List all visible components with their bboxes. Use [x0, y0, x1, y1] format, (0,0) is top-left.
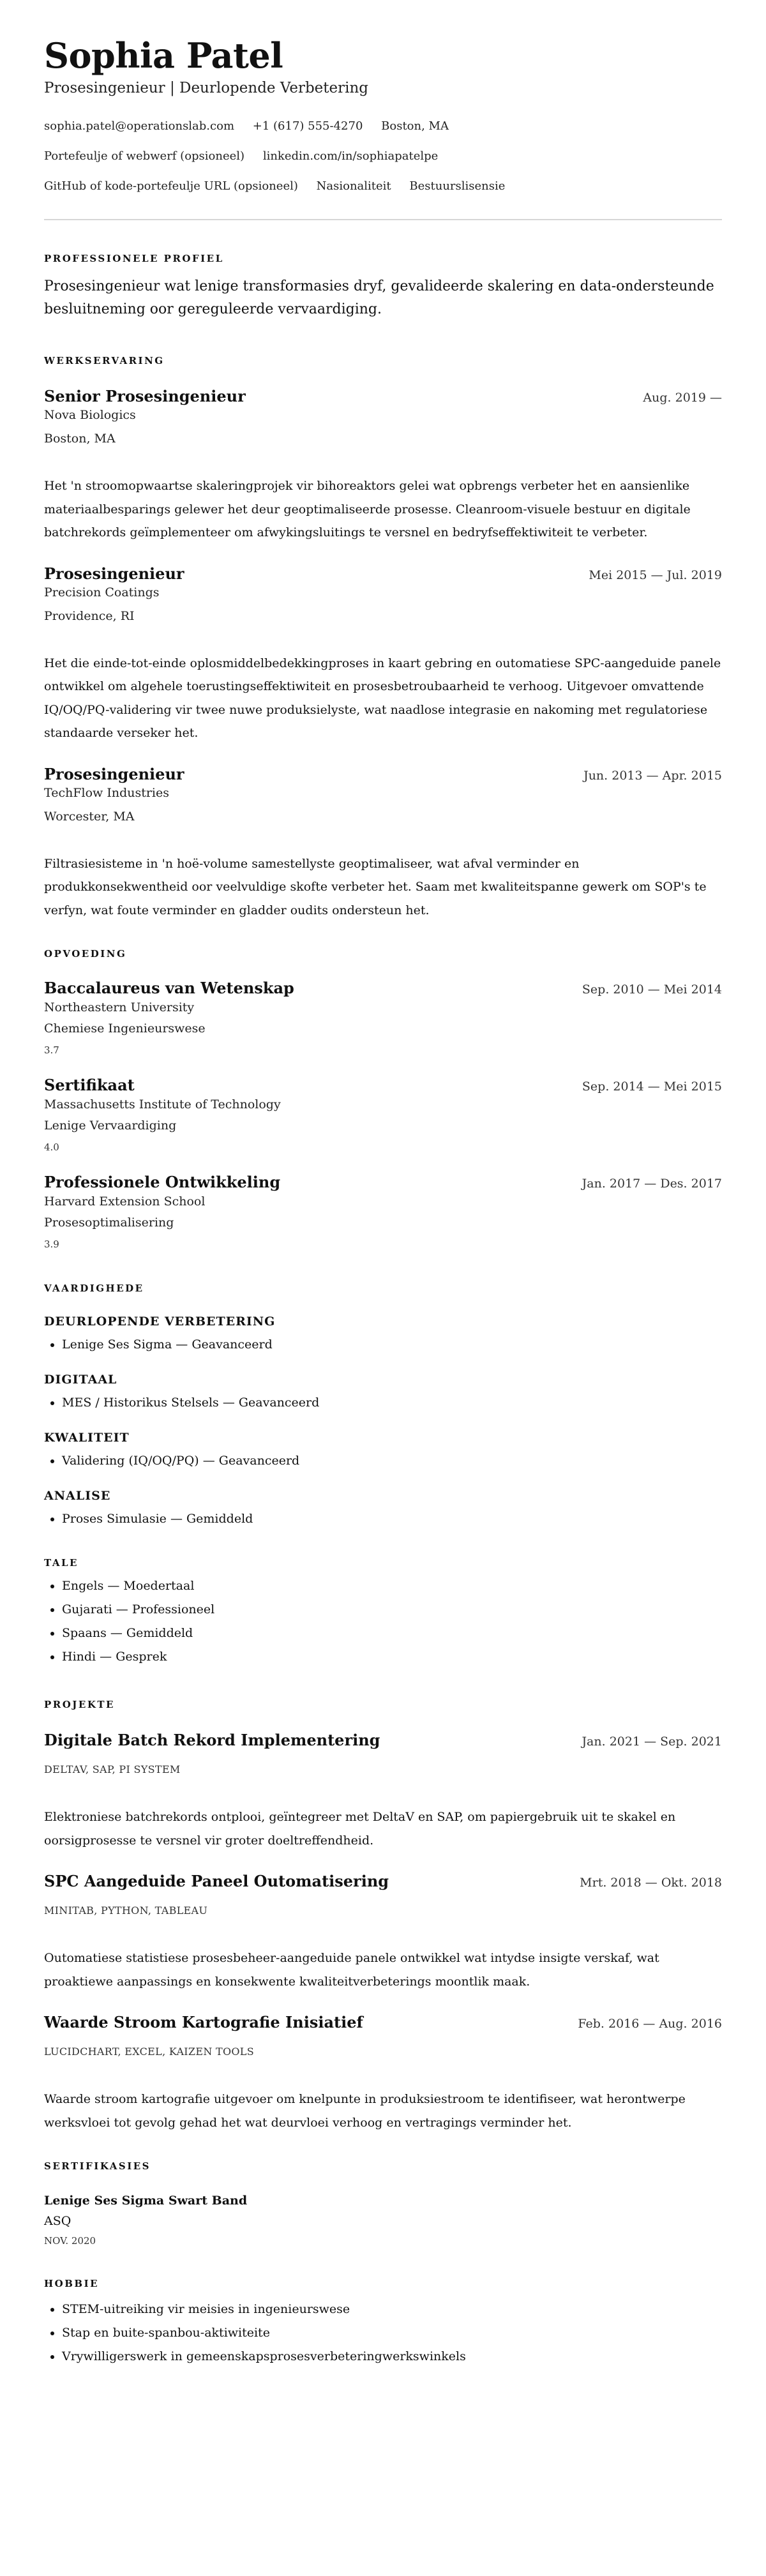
school-name: Massachusetts Institute of Technology	[44, 1097, 281, 1112]
education-entry	[44, 1075, 722, 1157]
skill-list	[44, 1391, 722, 1415]
section-title-hobbies: HOBBIE	[44, 2278, 100, 2290]
field-of-study: Chemiese Ingenieurswese	[44, 1021, 206, 1036]
project-title: Waarde Stroom Kartografie Inisiatief	[44, 2013, 363, 2032]
education-entry	[44, 978, 722, 1060]
field-of-study: Prosesoptimalisering	[44, 1216, 174, 1230]
education-dates: Sep. 2010 — Mei 2014	[582, 983, 722, 997]
hobby-item: • Vrywilligerswerk in gemeenskapsprosesverbeteringwerkswinkels	[62, 2345, 722, 2369]
section-certifications	[44, 2160, 722, 2249]
contact-portfolio[interactable]: Portefeulje of webwerf (opsioneel)	[44, 149, 245, 163]
candidate-headline: Prosesingenieur | Deurlopende Verbetering	[44, 80, 369, 97]
job-location: Providence, RI	[44, 608, 135, 623]
candidate-name: Sophia Patel	[44, 35, 283, 76]
school-name: Northeastern University	[44, 1000, 195, 1015]
contact-linkedin[interactable]: linkedin.com/in/sophiapatelpe	[262, 149, 439, 163]
language-list	[44, 1574, 722, 1669]
project-title: Digitale Batch Rekord Implementering	[44, 1731, 380, 1750]
skill-group-title: ANALISE	[44, 1489, 111, 1503]
contact-email[interactable]: sophia.patel@operationslab.com	[44, 119, 235, 133]
gpa-value: 3.9	[44, 1239, 59, 1251]
job-dates: Jun. 2013 — Apr. 2015	[583, 768, 722, 783]
skill-item: • Validering (IQ/OQ/PQ) — Geavanceerd	[62, 1449, 722, 1473]
certification-name: Lenige Ses Sigma Swart Band	[44, 2194, 248, 2208]
section-title-languages: TALE	[44, 1557, 79, 1569]
job-location: Worcester, MA	[44, 809, 135, 824]
education-dates: Jan. 2017 — Des. 2017	[582, 1177, 722, 1191]
job-description: Het die einde-tot-einde oplosmiddelbedekkingproses in kaart gebring en outomatiese SPC-aangeduide panele ontwikkel om algehele toerustingseffektiwiteit en prosesbetroubaarheid te verhoog. Uitgevoer omvattende IQ/OQ/PQ-validering vir twee nuwe produksielyste, wat naadlose integrasie en nakoming met regulatoriese standaarde verseker het.	[44, 656, 721, 741]
job-description: Filtrasiesisteme in 'n hoë-volume samestellyste geoptimaliseer, wat afval verminder en produkkonsekwentheid oor veelvuldige skofte verbeter het. Saam met kwaliteitspanne gewerk om SOP's te verfyn, wat foute verminder en gladder oudits ondersteun het.	[44, 856, 707, 917]
language-item: • Engels — Moedertaal	[62, 1574, 722, 1598]
skill-group-title: KWALITEIT	[44, 1431, 130, 1445]
project-tech-stack: DELTAV, SAP, PI SYSTEM	[44, 1763, 181, 1776]
skill-item: • Lenige Ses Sigma — Geavanceerd	[62, 1333, 722, 1357]
job-title: Senior Prosesingenieur	[44, 387, 246, 406]
skill-list	[44, 1333, 722, 1357]
skill-list	[44, 1507, 722, 1531]
skill-item: • MES / Historikus Stelsels — Geavanceerd	[62, 1391, 722, 1415]
school-name: Harvard Extension School	[44, 1194, 206, 1209]
project-entry	[44, 2012, 722, 2134]
experience-entry	[44, 386, 722, 545]
gpa-value: 3.7	[44, 1044, 59, 1057]
language-item: • Gujarati — Professioneel	[62, 1598, 722, 1622]
project-description: Outomatiese statistiese prosesbeheer-aangeduide panele ontwikkel wat intydse insigte verskaf, wat proaktiewe aanpassings en konsekwente kwaliteitverbeterings moontlik maak.	[44, 1951, 659, 1989]
contact-github[interactable]: GitHub of kode-portefeulje URL (opsioneel)	[44, 179, 298, 193]
job-title: Prosesingenieur	[44, 764, 184, 783]
degree-title: Sertifikaat	[44, 1076, 135, 1095]
contact-location: Boston, MA	[381, 119, 449, 133]
header-divider	[44, 219, 722, 220]
project-description: Elektroniese batchrekords ontplooi, geïntegreer met DeltaV en SAP, om papiergebruik uit te skakel en oorsigprosesse te versnel vir groter doeltreffendheid.	[44, 1810, 676, 1848]
section-title-profile: PROFESSIONELE PROFIEL	[44, 253, 224, 265]
contact-phone[interactable]: +1 (617) 555-4270	[252, 119, 363, 133]
certification-date: NOV. 2020	[44, 2235, 96, 2247]
job-description: Het 'n stroomopwaartse skaleringprojek vir bihoreaktors gelei wat opbrengs verbeter het en aansienlike materiaalbesparings gelewer het deur geoptimaliseerde prosesse. Cleanroom-visuele bestuur en digitale batchrekords geïmplementeer om afwykingsluitings te versnel en bedryfseffektiwiteit te verbeter.	[44, 479, 691, 540]
education-entry	[44, 1172, 722, 1254]
education-dates: Sep. 2014 — Mei 2015	[582, 1080, 722, 1094]
profile-summary: Prosesingenieur wat lenige transformasies dryf, gevalideerde skalering en data-ondersteunde besluitneming oor gereguleerde vervaardiging.	[44, 278, 714, 318]
project-title: SPC Aangeduide Paneel Outomatisering	[44, 1872, 389, 1891]
hobby-item: • STEM-uitreiking vir meisies in ingenieurswese	[62, 2298, 722, 2321]
language-item: • Hindi — Gesprek	[62, 1645, 722, 1669]
section-experience	[44, 354, 722, 922]
job-company: Precision Coatings	[44, 585, 160, 599]
project-dates: Jan. 2021 — Sep. 2021	[582, 1735, 722, 1749]
section-languages	[44, 1556, 722, 1669]
job-title: Prosesingenieur	[44, 564, 184, 583]
skill-list	[44, 1449, 722, 1473]
skill-group-title: DEURLOPENDE VERBETERING	[44, 1314, 276, 1329]
job-company: TechFlow Industries	[44, 785, 170, 800]
job-location: Boston, MA	[44, 432, 116, 446]
degree-title: Professionele Ontwikkeling	[44, 1173, 281, 1192]
section-hobbies	[44, 2277, 722, 2369]
section-title-experience: WERKSERVARING	[44, 355, 165, 367]
section-profile	[44, 252, 722, 321]
degree-title: Baccalaureus van Wetenskap	[44, 979, 294, 998]
resume-header	[44, 36, 722, 220]
contact-row-primary	[44, 117, 722, 135]
project-entry	[44, 1730, 722, 1852]
gpa-value: 4.0	[44, 1141, 59, 1154]
experience-entry	[44, 764, 722, 923]
language-item: • Spaans — Gemiddeld	[62, 1622, 722, 1645]
experience-entry	[44, 564, 722, 745]
field-of-study: Lenige Vervaardiging	[44, 1119, 177, 1133]
section-skills	[44, 1282, 722, 1531]
job-dates: Mei 2015 — Jul. 2019	[589, 568, 722, 582]
skill-item: • Proses Simulasie — Gemiddeld	[62, 1507, 722, 1531]
contact-row-extra	[44, 177, 722, 195]
project-tech-stack: MINITAB, PYTHON, TABLEAU	[44, 1904, 208, 1917]
job-company: Nova Biologics	[44, 408, 136, 423]
hobby-item: • Stap en buite-spanbou-aktiwiteite	[62, 2321, 722, 2345]
section-title-education: OPVOEDING	[44, 948, 127, 960]
project-tech-stack: LUCIDCHART, EXCEL, KAIZEN TOOLS	[44, 2045, 254, 2058]
project-dates: Mrt. 2018 — Okt. 2018	[580, 1876, 722, 1890]
section-title-certifications: SERTIFIKASIES	[44, 2160, 151, 2173]
section-title-projects: PROJEKTE	[44, 1699, 115, 1711]
contact-row-links	[44, 147, 722, 165]
hobby-list	[44, 2298, 722, 2369]
section-projects	[44, 1698, 722, 2134]
project-entry	[44, 1871, 722, 1993]
certification-issuer: ASQ	[44, 2214, 71, 2229]
skill-group-title: DIGITAAL	[44, 1373, 117, 1387]
job-dates: Aug. 2019 —	[643, 391, 722, 405]
contact-nationality: Nasionaliteit	[316, 179, 391, 193]
project-dates: Feb. 2016 — Aug. 2016	[578, 2017, 722, 2031]
section-title-skills: VAARDIGHEDE	[44, 1283, 144, 1295]
project-description: Waarde stroom kartografie uitgevoer om knelpunte in produksiestroom te identifiseer, wat herontwerpe werksvloei tot gevolg gehad het wat deurvloei verhoog en vertragings verminder het.	[44, 2092, 686, 2130]
contact-drivers-license: Bestuurslisensie	[409, 179, 506, 193]
section-education	[44, 947, 722, 1254]
